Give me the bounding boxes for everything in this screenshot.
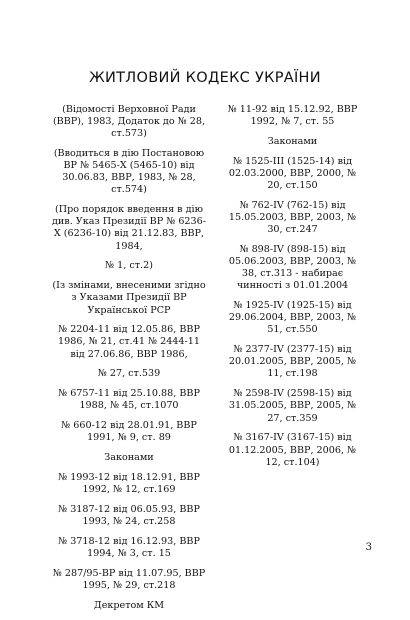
paragraph: № 1, ст.2): [105, 260, 153, 272]
paragraph: № 6757-11 від 25.10.88, ВВР 1988, № 45, ст.1070: [58, 388, 200, 412]
section-heading: Законами: [104, 452, 154, 464]
left-column: [52, 104, 206, 620]
paragraph: № 3718-12 від 16.12.93, ВВР 1994, № 3, ст. 15: [58, 536, 200, 560]
paragraph: № 1993-12 від 18.12.91, ВВР 1992, № 12, ст.169: [58, 472, 200, 496]
paragraph: № 1525-III (1525-14) від 02.03.2000, ВВР, 2000, № 20, ст.150: [228, 155, 357, 192]
paragraph: (Про порядок введення в дію див. Указ Президії ВР № 6236-X (6236-10) від 21.12.83, ВВР, 1984,: [52, 204, 206, 252]
document-title: ЖИТЛОВИЙ КОДЕКС УКРАЇНИ: [89, 70, 321, 86]
paragraph: № 27, ст.539: [97, 368, 161, 380]
paragraph: № 898-IV (898-15) від 05.06.2003, ВВР, 2003, № 38, ст.313 - набирає чинності з 01.01.2004: [228, 244, 357, 292]
paragraph: № 3167-IV (3167-15) від 01.12.2005, ВВР, 2006, № 12, ст.104): [228, 432, 357, 468]
right-column: [220, 104, 365, 477]
paragraph: № 2598-IV (2598-15) від 31.05.2005, ВВР, 2005, № 27, ст.359: [228, 388, 357, 424]
section-heading: Декретом КМ: [93, 600, 165, 612]
paragraph: № 762-IV (762-15) від 15.05.2003, ВВР, 2003, № 30, ст.247: [228, 199, 357, 236]
paragraph: № 3187-12 від 06.05.93, ВВР 1993, № 24, ст.258: [58, 504, 200, 528]
paragraph: (Відомості Верховної Ради (ВВР), 1983, Додаток до № 28, ст.573): [52, 104, 206, 140]
paragraph: № 2377-IV (2377-15) від 20.01.2005, ВВР, 2005, № 11, ст.198: [228, 344, 357, 380]
paragraph: № 2204-11 від 12.05.86, ВВР 1986, № 21, ст.41 № 2444-11 від 27.06.86, ВВР 1986,: [58, 324, 200, 360]
paragraph: № 660-12 від 28.01.91, ВВР 1991, № 9, ст. 89: [61, 420, 197, 444]
section-heading: Законами: [267, 135, 318, 147]
paragraph: № 287/95-ВР від 11.07.95, ВВР 1995, № 29, ст.218: [52, 568, 206, 592]
paragraph: № 11-92 від 15.12.92, ВВР 1992, № 7, ст. 55: [227, 104, 358, 128]
paragraph: № 1925-IV (1925-15) від 29.06.2004, ВВР, 2003, № 51, ст.550: [228, 300, 357, 336]
paragraph: (Із змінами, внесеними згідно з Указами Президії ВР Української РСР: [52, 280, 206, 316]
page-number: 3: [365, 542, 372, 553]
paragraph: (Вводиться в дію Постановою ВР № 5465-X (5465-10) від 30.06.83, ВВР, 1983, № 28, ст.574): [53, 148, 205, 196]
